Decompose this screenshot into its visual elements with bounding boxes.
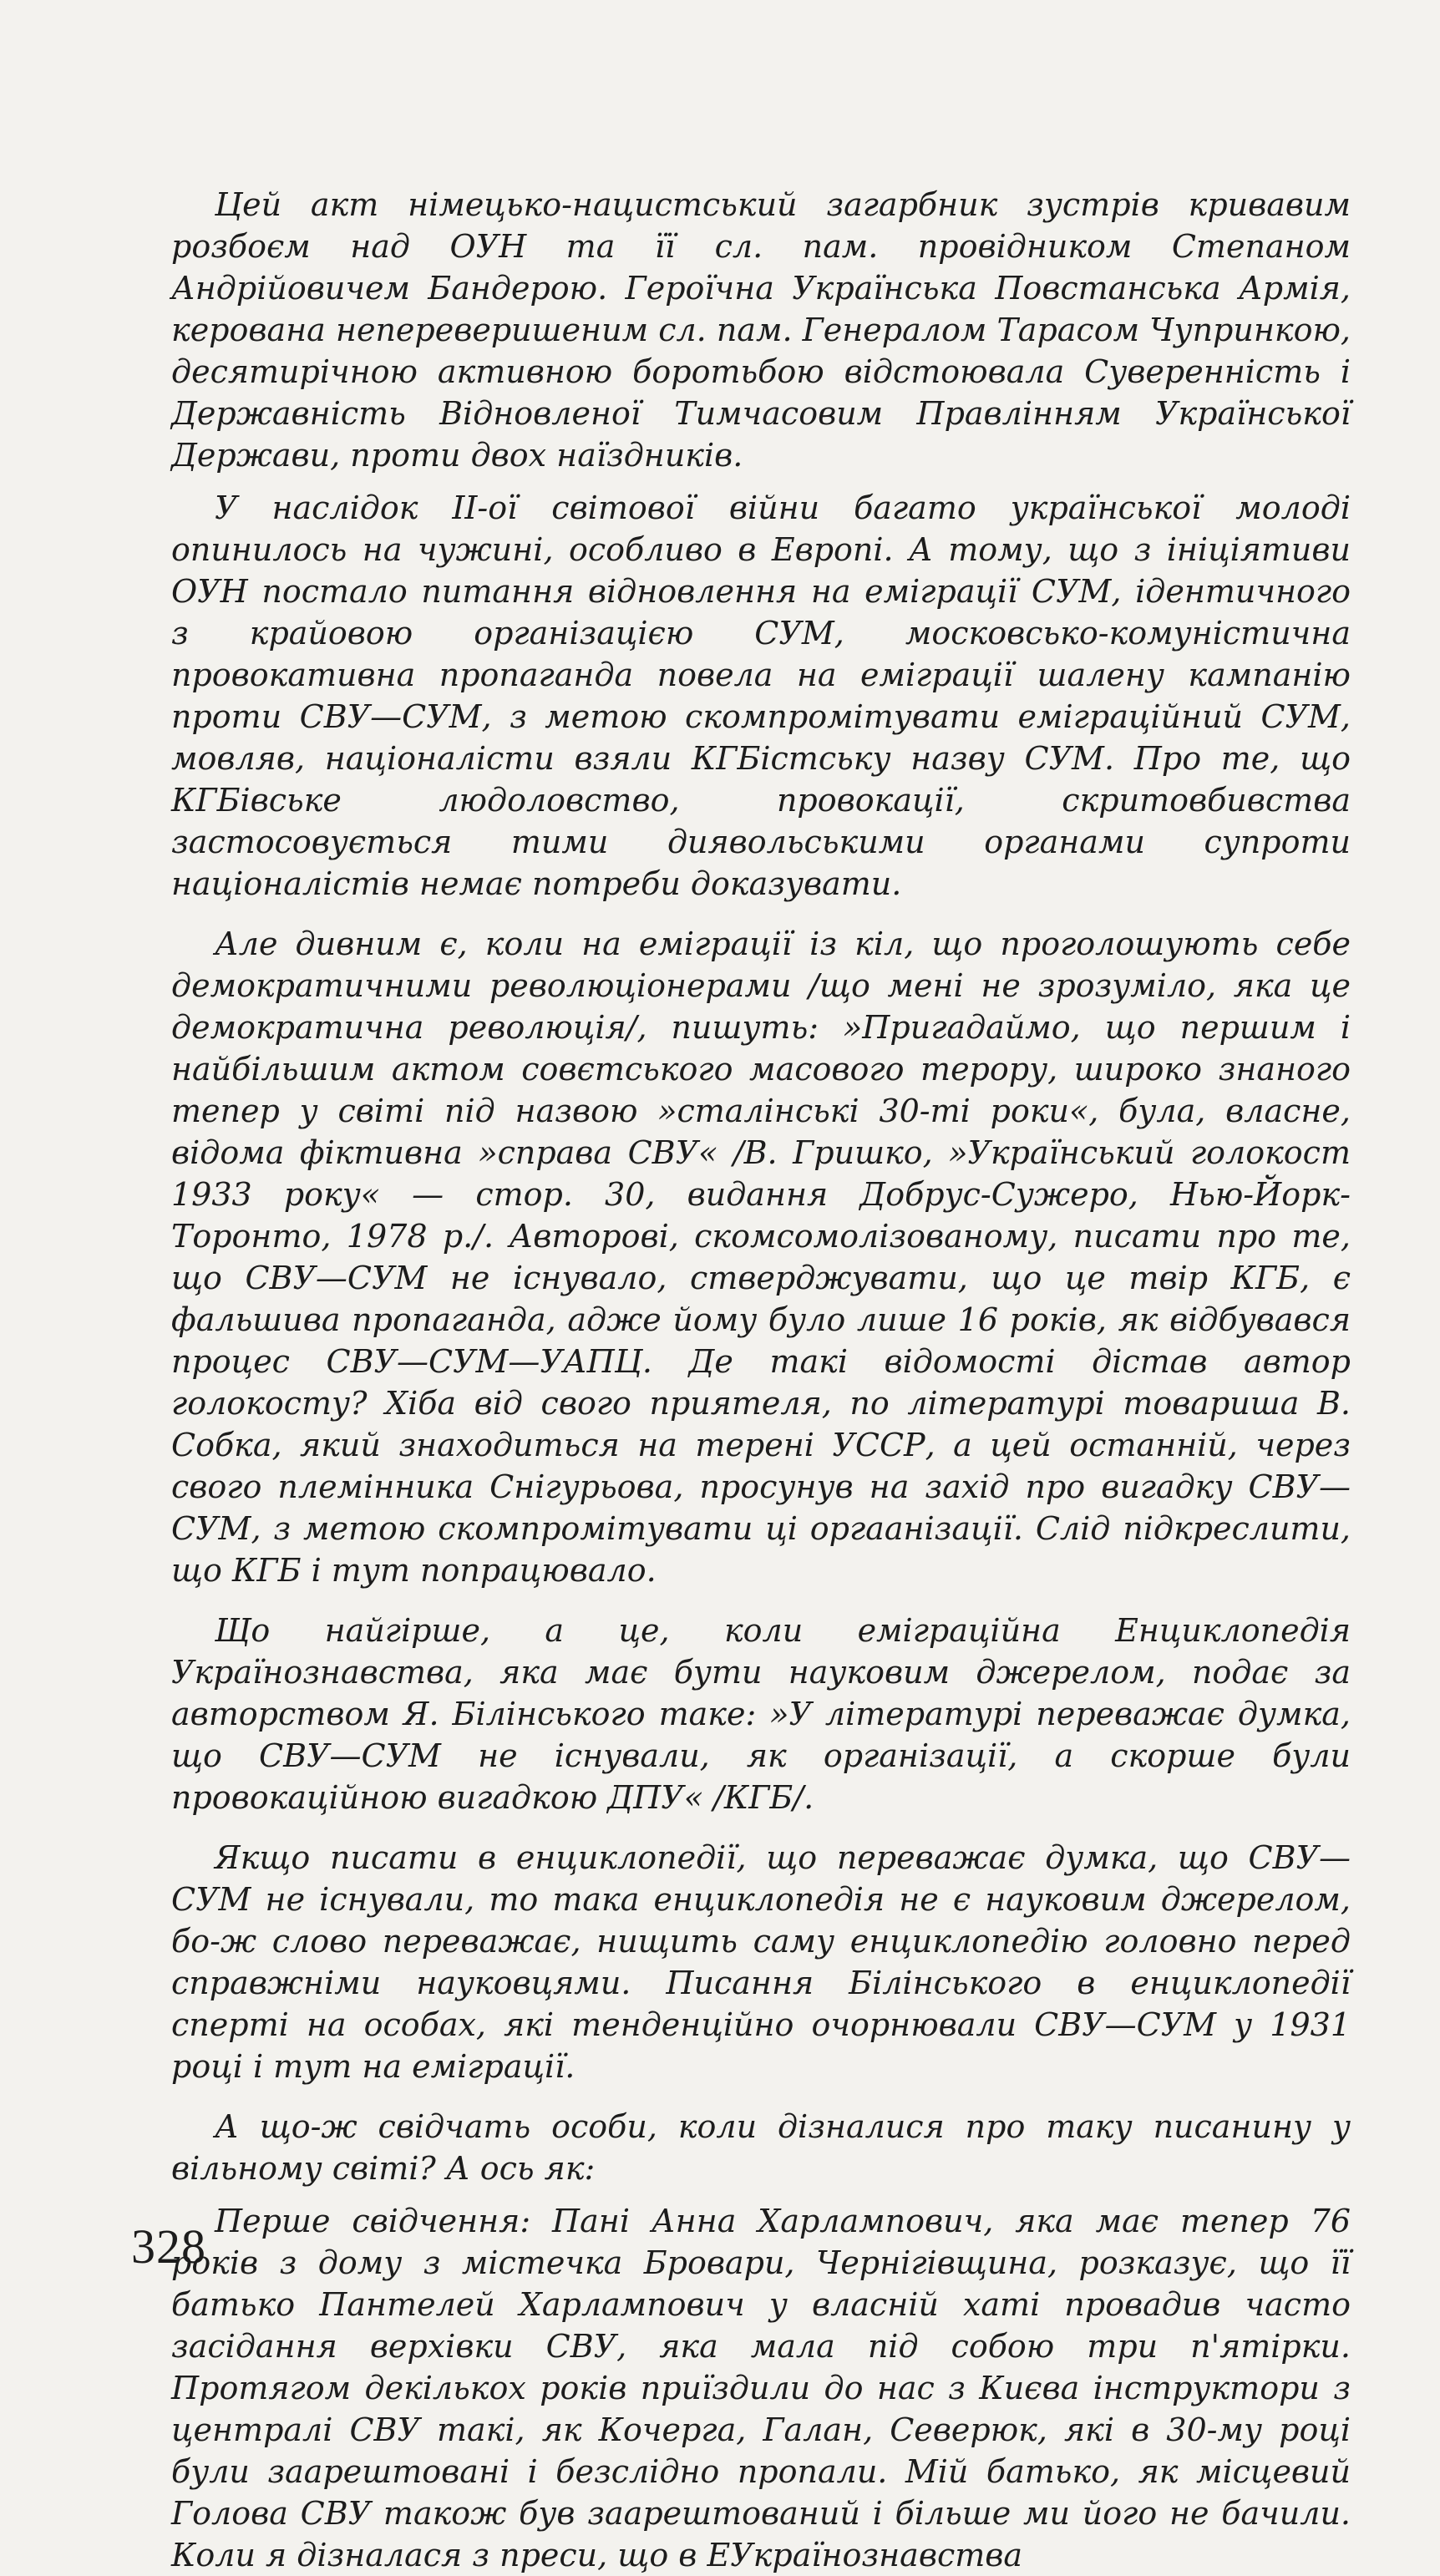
document-page xyxy=(171,184,1351,2576)
page-number: 328 xyxy=(131,2219,206,2274)
paragraph-1: Цей акт німецько-нацистський загарбник зустрів кривавим розбоєм над ОУН та її сл. пам. провідником Степаном Андрійовичем Бандерою. Героїчна Українська Повстанська Армія, керована непереверишеним сл. пам. Генералом Тарасом Чупринкою, десятирічною активною боротьбою відстоювала Суверенність і Державність Відновленої Тимчасовим Правлінням Української Держави, проти двох наїздників. xyxy=(171,186,1351,474)
paragraph-6: А що-ж свідчать особи, коли дізналися про таку писанину у вільному світі? А ось як: xyxy=(171,2108,1351,2187)
paragraph-5: Якщо писати в енциклопедії, що переважає думка, що СВУ—СУМ не існували, то така енциклопедія не є науковим джерелом, бо-ж слово переважає, нищить саму енциклопедію головно перед справжніми науковцями. Писання Білінського в енциклопедії сперті на особах, які тенденційно очорнювали СВУ—СУМ у 1931 році і тут на еміграції. xyxy=(171,1839,1351,2085)
paragraph-7: Перше свідчення: Пані Анна Харлампович, яка має тепер 76 років з дому з містечка Бровари, Чернігівщина, розказує, що її батько Пантелей Харлампович у власній хаті провадив часто засідання верхівки СВУ, яка мала під собою три п'ятірки. Протягом декількох років приїздили до нас з Києва інструктори з централі СВУ такі, як Кочерга, Галан, Северюк, які в 30-му році були заарештовані і безслідно пропали. Мій батько, як місцевий Голова СВУ також був заарештований і більше ми його не бачили. Коли я дізналася з преси, що в ЕУкраїнознавства xyxy=(171,2203,1351,2573)
paragraph-4: Що найгірше, а це, коли еміграційна Енциклопедія Українознавства, яка має бути науковим джерелом, подає за авторством Я. Білінського таке: »У літературі переважає думка, що СВУ—СУМ не існували, як організації, а скорше були провокаційною вигадкою ДПУ« /КГБ/. xyxy=(171,1612,1351,1816)
paragraph-2: У наслідок II-ої світової війни багато української молоді опинилось на чужині, особливо в Европі. А тому, що з ініціятиви ОУН постало питання відновлення на еміграції СУМ, ідентичного з крайовою організацією СУМ, московсько-комуністична провокативна пропаганда повела на еміграції шалену кампанію проти СВУ—СУМ, з метою скомпромітувати еміграційний СУМ, мовляв, націоналісти взяли КГБістську назву СУМ. Про те, що КГБівське людоловство, провокації, скритовбивства застосовується тими диявольськими органами супроти націоналістів немає потреби доказувати. xyxy=(171,489,1351,902)
paragraph-3: Але дивним є, коли на еміграції із кіл, що проголошують себе демократичними революціонерами /що мені не зрозуміло, яка це демократична революція/, пишуть: »Пригадаймо, що першим і найбільшим актом совєтського масового терору, широко знаного тепер у світі під назвою »сталінські 30-ті роки«, була, власне, відома фіктивна »справа СВУ« /В. Гришко, »Український голокост 1933 року« — стор. 30, видання Добрус-Сужеро, Нью-Йорк-Торонто, 1978 р./. Авторові, скомсомолізованому, писати про те, що СВУ—СУМ не існувало, стверджувати, що це твір КГБ, є фальшива пропаганда, адже йому було лише 16 років, як відбувався процес СВУ—СУМ—УАПЦ. Де такі відомості дістав автор голокосту? Хіба від свого приятеля, по літературі товариша В. Собка, який знаходиться на терені УССР, а цей останній, через свого племінника Снігурьова, просунув на захід про вигадку СВУ—СУМ, з метою скомпромітувати ці оргаанізації. Слід підкреслити, що КГБ і тут попрацювало. xyxy=(171,925,1351,1589)
